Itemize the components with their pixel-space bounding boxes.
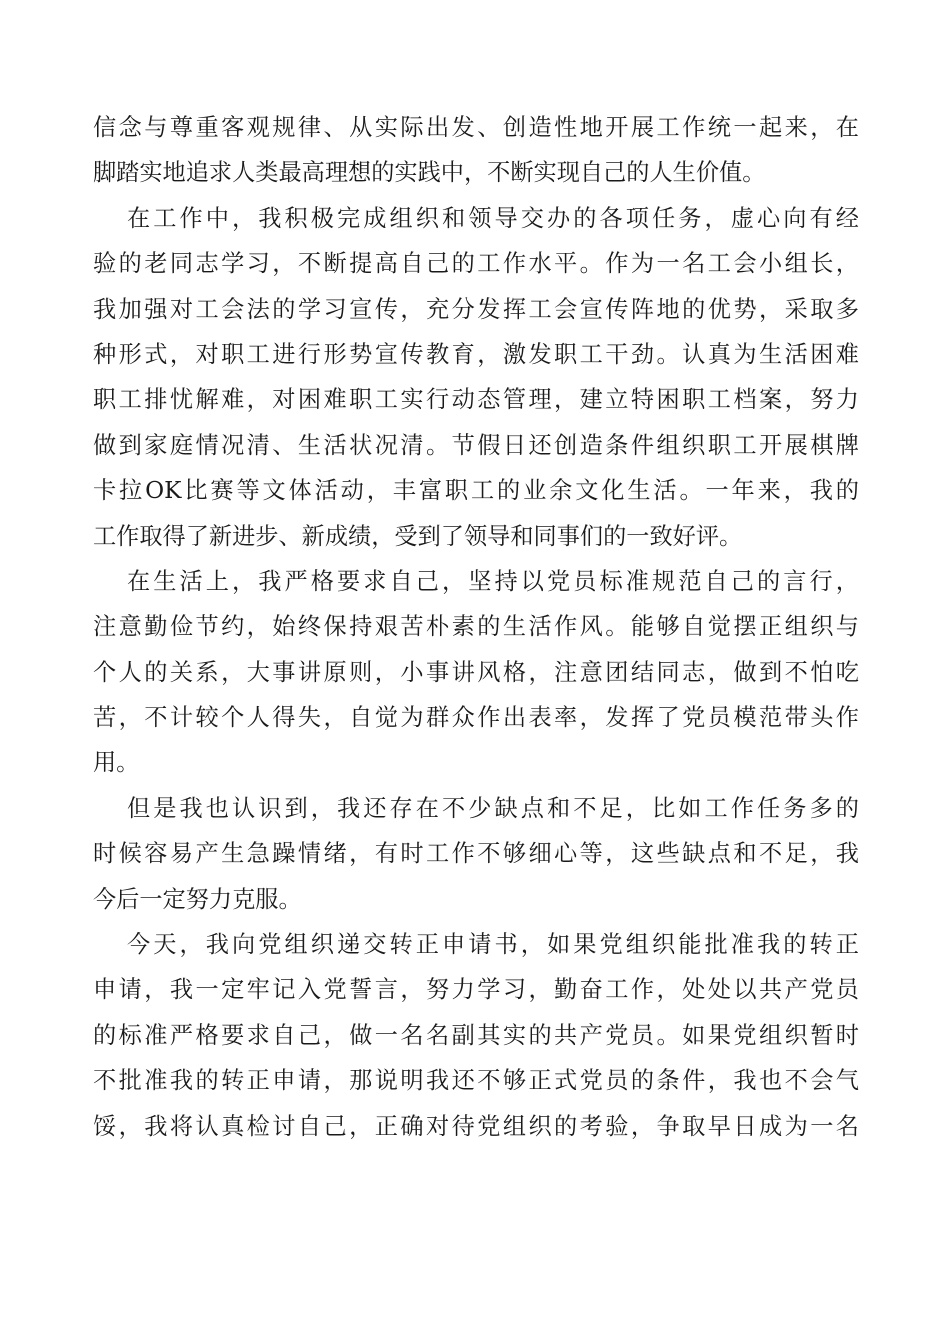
text-line: 工作取得了新进步、新成绩，受到了领导和同事们的一致好评。	[93, 522, 743, 550]
document-body	[93, 105, 859, 1149]
text-line: 职工排忧解难，对困难职工实行动态管理，建立特困职工档案，努力	[93, 386, 859, 414]
text-line: 信念与尊重客观规律、从实际出发、创造性地开展工作统一起来，在	[93, 114, 859, 141]
text-line: 卡拉OK比赛等文体活动，丰富职工的业余文化生活。一年来，我的	[93, 477, 859, 505]
text-line: 时候容易产生急躁情绪，有时工作不够细心等，这些缺点和不足，我	[93, 840, 859, 868]
text-line: 验的老同志学习，不断提高自己的工作水平。作为一名工会小组长，	[93, 250, 859, 278]
text-line: 今后一定努力克服。	[93, 885, 302, 913]
text-line: 我加强对工会法的学习宣传，充分发挥工会宣传阵地的优势，采取多	[93, 295, 859, 323]
text-line: 馁，我将认真检讨自己，正确对待党组织的考验，争取早日成为一名	[93, 1112, 859, 1140]
text-line: 做到家庭情况清、生活状况清。节假日还创造条件组织职工开展棋牌	[93, 431, 859, 459]
text-line: 个人的关系，大事讲原则，小事讲风格，注意团结同志，做到不怕吃	[93, 658, 859, 686]
text-line: 在生活上，我严格要求自己，坚持以党员标准规范自己的言行，	[127, 567, 859, 595]
text-line: 在工作中，我积极完成组织和领导交办的各项任务，虚心向有经	[127, 204, 859, 232]
text-line: 但是我也认识到，我还存在不少缺点和不足，比如工作任务多的	[127, 794, 859, 822]
text-line: 的标准严格要求自己，做一名名副其实的共产党员。如果党组织暂时	[93, 1021, 859, 1049]
paragraph-3	[93, 559, 859, 786]
text-line: 脚踏实地追求人类最高理想的实践中，不断实现自己的人生价值。	[93, 159, 766, 187]
text-line: 用。	[93, 749, 140, 777]
paragraph-4	[93, 786, 859, 922]
text-line: 不批准我的转正申请，那说明我还不够正式党员的条件，我也不会气	[93, 1067, 859, 1095]
text-line: 今天，我向党组织递交转正申请书，如果党组织能批准我的转正	[127, 931, 859, 959]
text-line: 苦，不计较个人得失，自觉为群众作出表率，发挥了党员模范带头作	[93, 704, 859, 732]
text-line: 种形式，对职工进行形势宣传教育，激发职工干劲。认真为生活困难	[93, 340, 859, 368]
paragraph-2	[93, 196, 859, 559]
paragraph-1	[93, 105, 859, 196]
paragraph-5	[93, 922, 859, 1149]
text-line: 注意勤俭节约，始终保持艰苦朴素的生活作风。能够自觉摆正组织与	[93, 613, 859, 641]
text-line: 申请，我一定牢记入党誓言，努力学习，勤奋工作，处处以共产党员	[93, 976, 859, 1004]
